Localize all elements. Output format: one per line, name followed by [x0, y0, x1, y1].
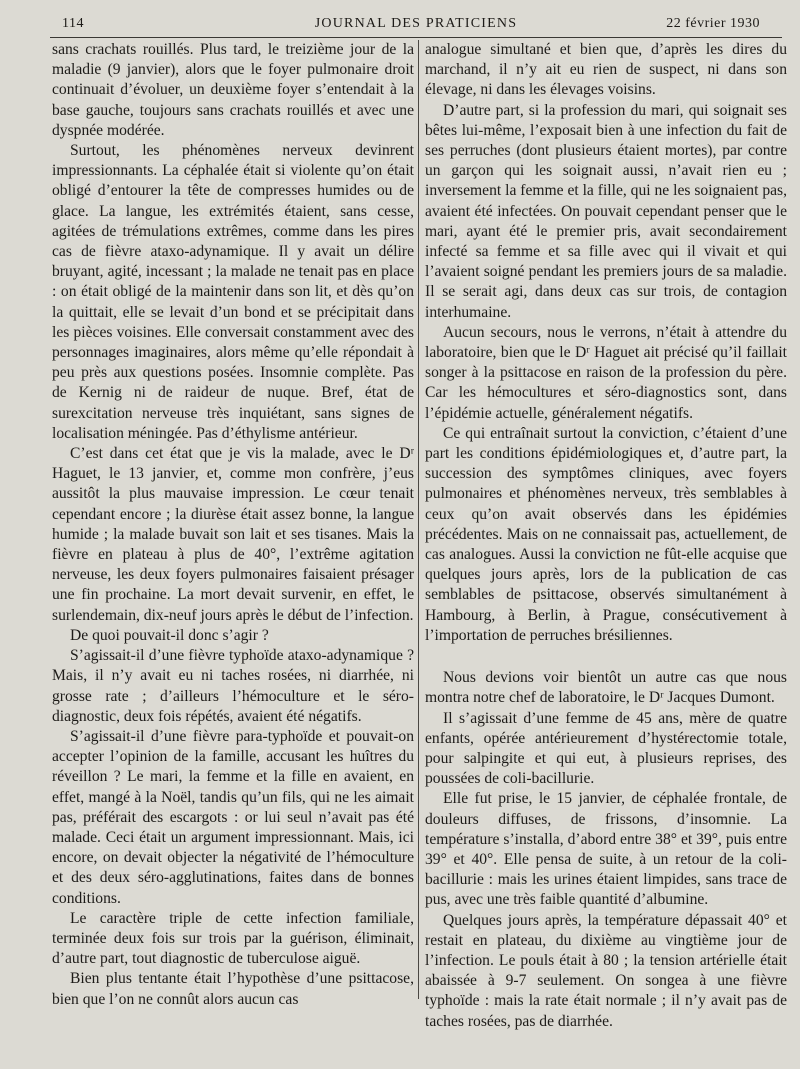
issue-date: 22 février 1930 — [666, 16, 760, 31]
right-column — [425, 40, 787, 1032]
paragraph: Surtout, les phénomènes nerveux devinrent impressionnants. La céphalée était si violente qu’on était obligé d’entourer la tête de compresses humides ou de glace. La langue, les extrémités étaient, sans cesse, agitées de trémulations extrêmes, comme dans les pires cas de fièvre ataxo-adynamique. Il y avait un délire bruyant, agité, incessant ; la malade ne tenait pas en place : on était obligé de la maintenir dans son lit, et dès qu’on la quittait, elle se levait d’un bond et se précipitait dans les pièces voisines. Elle conversait constamment avec des personnages imaginaires, alors même qu’elle répondait à peu près aux questions posées. Insomnie complète. Pas de Kernig ni de raideur de nuque. Bref, état de surexcitation nerveuse très inquiétant, sans signes de localisation méningée. Pas d’éthylisme antérieur. — [52, 142, 414, 442]
paragraph: Le caractère triple de cette infection familiale, terminée deux fois sur trois par la guérison, éliminait, d’autre part, tout diagnostic de tuberculose aiguë. — [52, 909, 414, 968]
paragraph: Quelques jours après, la température dépassait 40° et restait en plateau, du dixième au vingtième jour de l’infection. Le pouls était à 80 ; la tension artérielle était abaissée à 9-7 seulement. On songea à une fièvre typhoïde : mais la rate était normale ; il n’y avait pas de taches rosées, pas de diarrhée. — [425, 911, 787, 1030]
paragraph: Nous devions voir bientôt un autre cas que nous montra notre chef de laboratoire, le Dʳ Jacques Dumont. — [425, 669, 787, 707]
left-column — [52, 40, 414, 1010]
paragraph: sans crachats rouillés. Plus tard, le treizième jour de la maladie (9 janvier), alors que le foyer pulmonaire droit continuait d’évoluer, un deuxième foyer s’entendait à la base gauche, toujours sans crachats rouillés et avec une dyspnée modérée. — [52, 41, 414, 139]
paragraph: De quoi pouvait-il donc s’agir ? — [70, 626, 269, 644]
paragraph: Elle fut prise, le 15 janvier, de céphalée frontale, de douleurs diffuses, de frissons, d’insomnie. La température s’installa, d’abord entre 38° et 39°, puis entre 39° et 40°. Elle pensa de suite, à un retour de la coli-bacillurie : mais les urines étaient limpides, sans trace de pus, avec une très faible quantité d’albumine. — [425, 790, 787, 909]
column-divider — [418, 40, 419, 999]
paragraph: D’autre part, si la profession du mari, qui soignait ses bêtes lui-même, l’exposait bien à une infection du fait de ses perruches (dont plusieurs étaient mortes), par contre un garçon qui les soignait aussi, n’avait rien eu ; inversement la femme et la fille, qui ne les soignaient pas, avaient été infectées. On pouvait cependant penser que le mari, ayant été le premier pris, avait secondairement infecté sa femme et sa fille avec qui il vivait et qui l’avaient soigné pendant les premiers jours de sa maladie. Il se serait agi, dans deux cas sur trois, de contagion interhumaine. — [425, 101, 788, 321]
paragraph: S’agissait-il d’une fièvre para-typhoïde et pouvait-on accepter l’opinion de la famille, accusant les huîtres du réveillon ? Le mari, la femme et la fille en avaient, en effet, mangé à la Noël, tandis qu’un fils, qui ne les aimait pas, préférait des escargots : or lui seul n’avait pas été malade. Ceci était un argument impressionnant. Mais, ici encore, on devait objecter la négativité de l’hémoculture et des deux séro-agglutinations, faites dans de bonnes conditions. — [52, 727, 414, 907]
paragraph: Bien plus tentante était l’hypothèse d’une psittacose, bien que l’on ne connût alors aucun cas — [52, 970, 414, 1008]
page-number: 114 — [62, 16, 84, 31]
journal-title: JOURNAL DES PRATICIENS — [314, 16, 518, 31]
paragraph: analogue simultané et bien que, d’après les dires du marchand, il n’y ait eu rien de suspect, ni dans son élevage, ni dans les élevages voisins. — [425, 41, 787, 99]
paragraph: S’agissait-il d’une fièvre typhoïde ataxo-adynamique ? Mais, il n’y avait eu ni taches rosées, ni diarrhée, ni grosse rate ; d’ailleurs l’hémoculture et le séro-diagnostic, deux fois répétés, avaient été négatifs. — [52, 647, 414, 725]
paragraph: C’est dans cet état que je vis la malade, avec le Dʳ Haguet, le 13 janvier, et, comme mon confrère, j’eus aussitôt la plus mauvaise impression. Le cœur tenait cependant encore ; la diurèse était assez bonne, la langue humide ; la malade buvait son lait et ses tisanes. Mais la fièvre en plateau à plus de 40°, l’extrême agitation nerveuse, les deux foyers pulmonaires faisaient présager une fin prochaine. La mort devait survenir, en effet, le surlendemain, dix-neuf jours après le début de l’infection. — [52, 445, 414, 624]
paragraph: Il s’agissait d’une femme de 45 ans, mère de quatre enfants, opérée antérieurement d’hystérectomie totale, pour salpingite et qui eut, à plusieurs reprises, des poussées de coli-bacillurie. — [425, 709, 787, 788]
header-rule — [50, 37, 782, 38]
paragraph: Aucun secours, nous le verrons, n’était à attendre du laboratoire, bien que le Dʳ Haguet ait précisé qu’il faillait songer à la psittacose en raison de la profession du père. Car les hémocultures et séro-diagnostics sont, dans l’épidémie actuelle, généralement négatifs. — [425, 323, 787, 422]
paragraph: Ce qui entraînait surtout la conviction, c’étaient d’une part les conditions épidémiologiques et, d’autre part, la succession des symptômes cliniques, avec foyers pulmonaires et phénomènes nerveux, très semblables à ceux qu’on avait observés dans les épidémies précédentes. Mais on ne connaissait pas, actuellement, de cas analogues. Aussi la conviction ne fût-elle acquise que quelques jours après, lors de la publication de cas semblables de psittacose, observés simultanément à Hambourg, à Berlin, à Prague, consécutivement à l’importation de perruches brésiliennes. — [425, 424, 787, 644]
page-header — [62, 14, 770, 36]
